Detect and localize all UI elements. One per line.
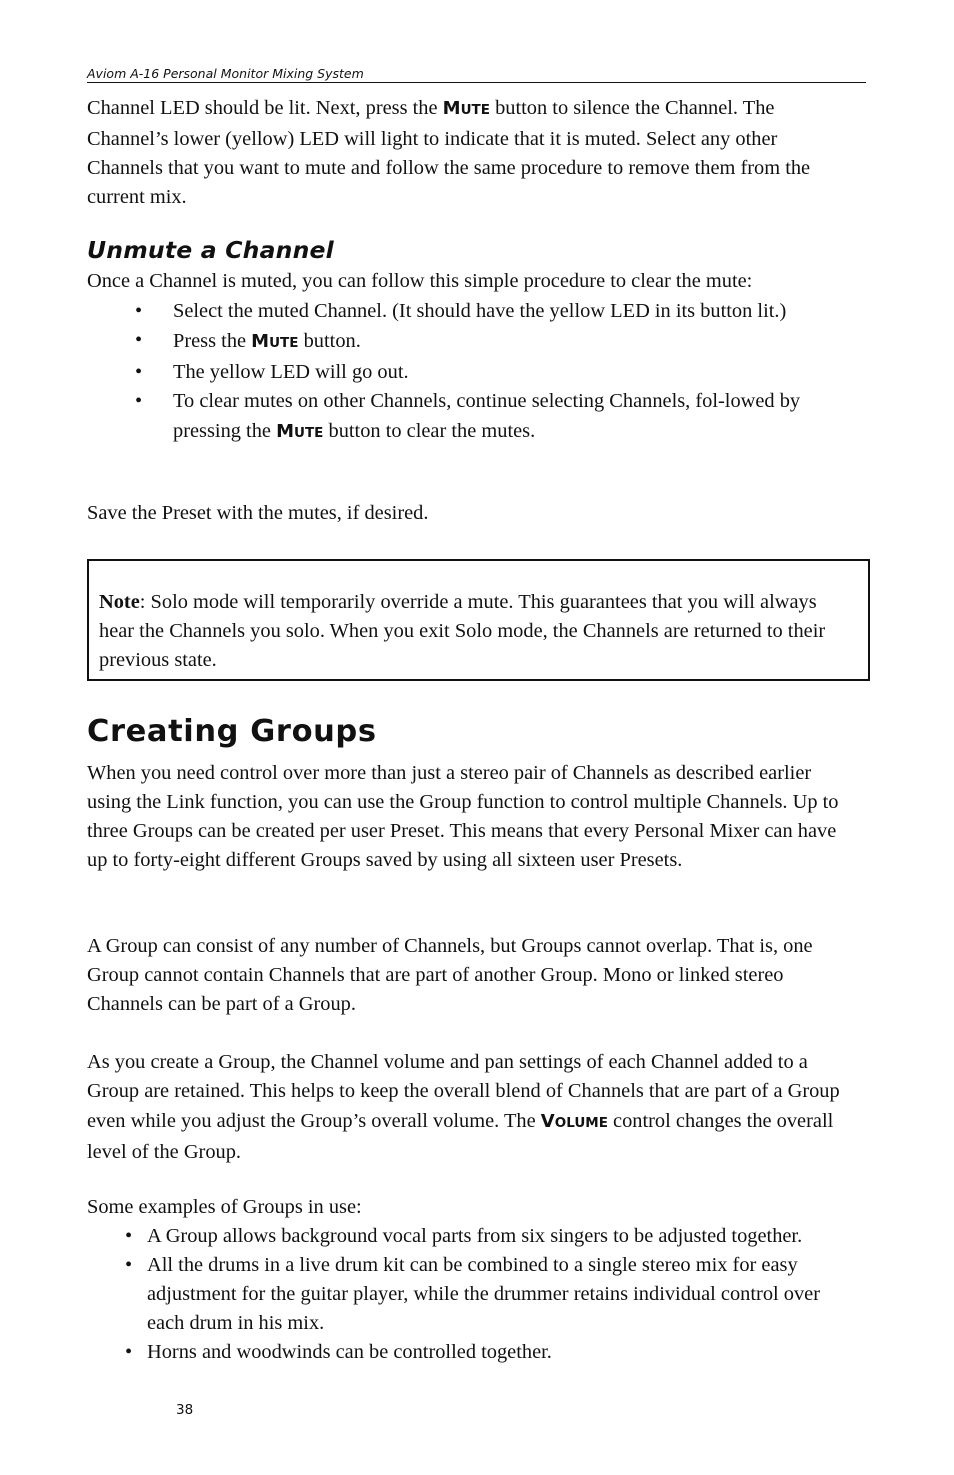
unmute-heading: Unmute a Channel [87, 236, 334, 264]
save-preset-paragraph: Save the Preset with the mutes, if desired. [87, 502, 429, 524]
unmute-lead: Once a Channel is muted, you can follow this simple procedure to clear the mute: [87, 270, 753, 292]
bullet-marker: • [125, 1341, 133, 1363]
list-item [87, 1338, 847, 1367]
list-item [87, 1222, 847, 1251]
running-header: Aviom A-16 Personal Monitor Mixing System [87, 66, 866, 83]
step-text: Select the muted Channel. (It should have the yellow LED in its button lit.) [173, 300, 787, 322]
volume-control-name: VOLUME [540, 1111, 608, 1132]
mute-button-name: MUTE [276, 421, 324, 442]
bullet-marker: • [135, 390, 143, 412]
step-text-end: button. [298, 330, 361, 352]
step-text-end: button to clear the mutes. [323, 420, 536, 442]
bullet-marker: • [125, 1254, 133, 1276]
step-text-start: To clear mutes on other Channels, continue selecting Channels, fol-lowed by pressing the [173, 390, 801, 442]
groups-paragraph-2: A Group can consist of any number of Channels, but Groups cannot overlap. That is, one Group cannot contain Channels that are part of another Group. Mono or linked stereo Channels can be part of a Group. [87, 935, 813, 1015]
note-label: Note [99, 591, 140, 613]
groups-p3-start: As you create a Group, the Channel volume and pan settings of each Channel added to a Group are retained. This helps to keep the overall blend of Channels that are part of a Group even while you adjust the Group’s overall volume. The [87, 1051, 840, 1132]
mute-button-name: MUTE [251, 331, 299, 352]
note-text [99, 588, 839, 675]
note-body: : Solo mode will temporarily override a mute. This guarantees that you will always hear the Channels you solo. When you exit Solo mode, the Channels are returned to their previous state. [99, 591, 826, 671]
list-item [87, 1251, 847, 1338]
mute-button-name: MUTE [442, 98, 490, 119]
groups-paragraph-3 [87, 1048, 857, 1167]
list-item [87, 387, 807, 448]
note-box [87, 559, 870, 681]
bullet-marker: • [135, 329, 143, 351]
bullet-marker: • [135, 300, 143, 322]
groups-paragraph-1: When you need control over more than just a stereo pair of Channels as described earlier using the Link function, you can use the Group function to control multiple Channels. Up to three Groups can be created per user Preset. This means that every Personal Mixer can have up to forty-eight different Groups saved by using all sixteen user Presets. [87, 762, 839, 871]
example-text: All the drums in a live drum kit can be combined to a single stereo mix for easy adjustment for the guitar player, while the drummer retains individual control over each drum in his mix. [147, 1254, 821, 1334]
list-item [87, 358, 807, 387]
groups-p3-end: control changes the overall level of the Group. [87, 1110, 834, 1163]
example-text: A Group allows background vocal parts from six singers to be adjusted together. [147, 1225, 803, 1247]
creating-groups-heading: Creating Groups [87, 714, 377, 749]
step-text-start: Press the [173, 330, 252, 352]
intro-paragraph [87, 93, 837, 212]
examples-lead: Some examples of Groups in use: [87, 1196, 362, 1218]
bullet-marker: • [135, 361, 143, 383]
example-text: Horns and woodwinds can be controlled together. [147, 1341, 552, 1363]
list-item [87, 297, 807, 326]
intro-text-start: Channel LED should be lit. Next, press the [87, 97, 443, 119]
unmute-steps-list [87, 297, 807, 448]
step-text: The yellow LED will go out. [173, 361, 409, 383]
intro-text-end: button to silence the Channel. The Channel’s lower (yellow) LED will light to indicate that it is muted. Select any other Channels that you want to mute and follow the same procedure to remove them from the current mix. [87, 97, 811, 208]
list-item [87, 326, 807, 358]
bullet-marker: • [125, 1225, 133, 1247]
page-number: 38 [176, 1402, 194, 1418]
group-examples-list [87, 1222, 847, 1367]
